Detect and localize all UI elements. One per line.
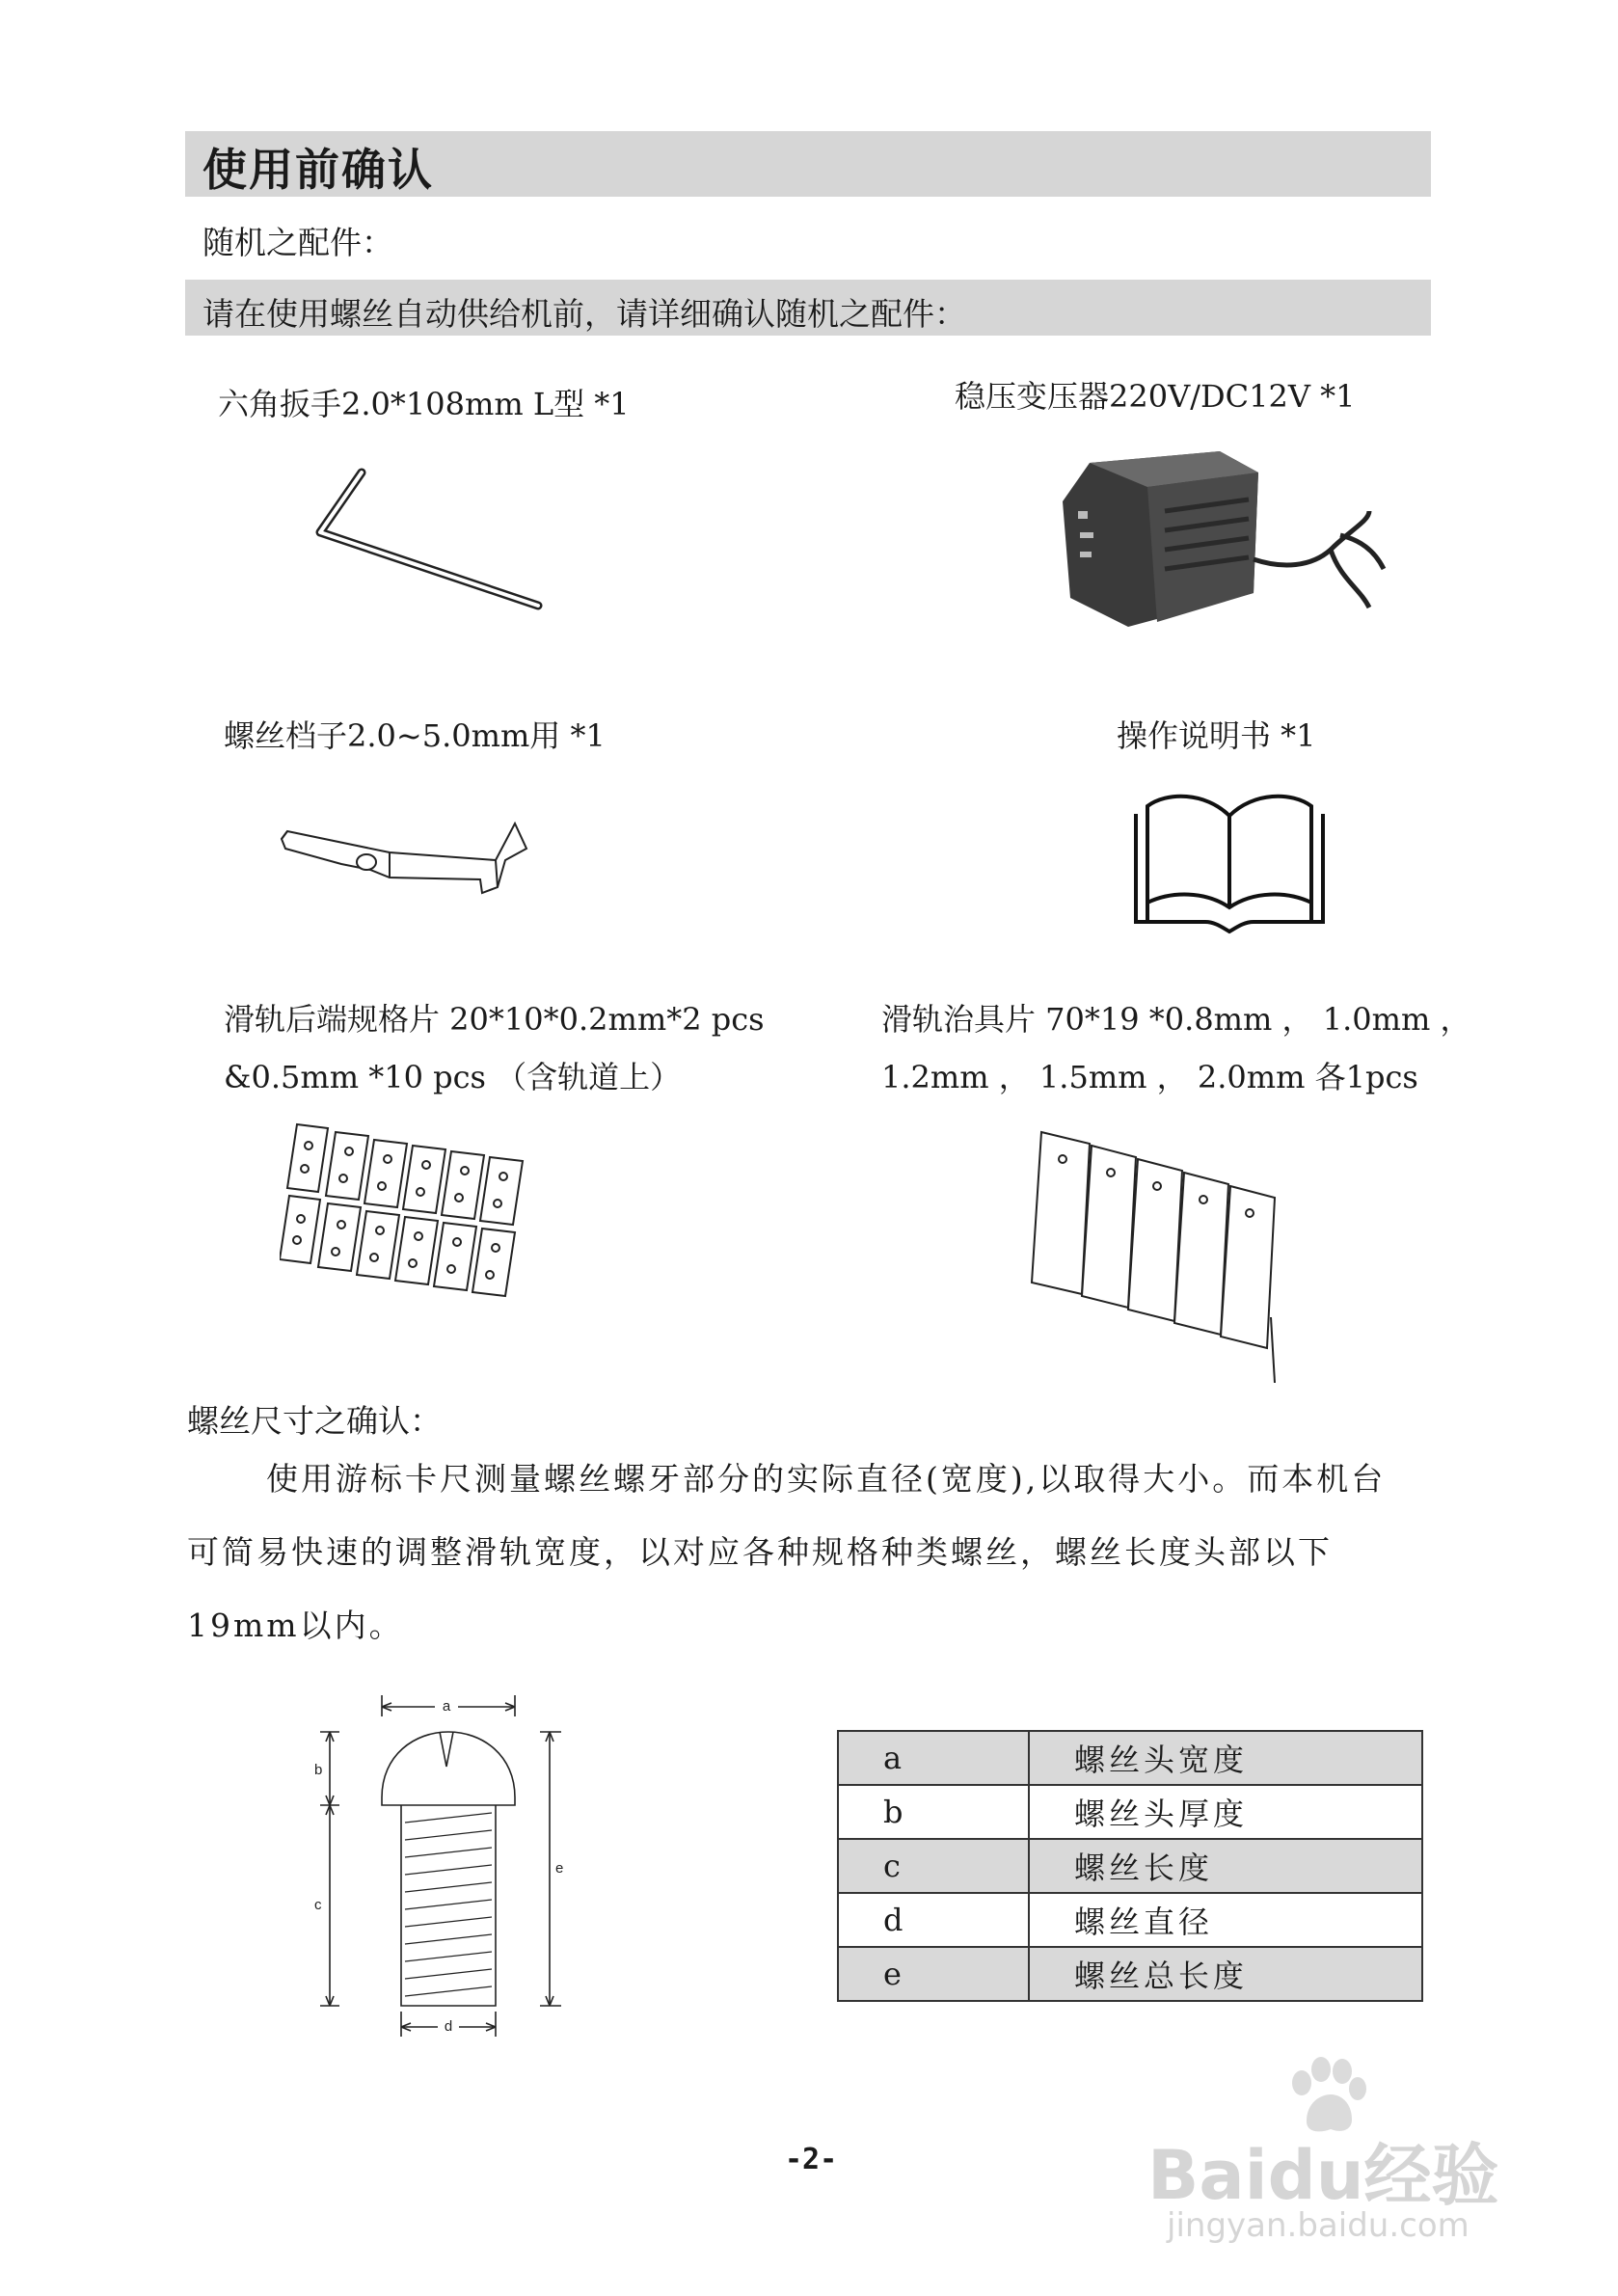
hex-wrench-image: [307, 453, 548, 617]
notice-text: 请在使用螺丝自动供给机前，请详细确认随机之配件：: [202, 295, 966, 333]
table-key: d: [838, 1893, 1029, 1947]
dim-label-b: b: [314, 1762, 323, 1778]
table-desc: 螺丝总长度: [1029, 1947, 1422, 2001]
dim-label-d: d: [444, 2018, 453, 2035]
dim-label-a: a: [442, 1698, 451, 1715]
screw-stopper-label: 螺丝档子2.0~5.0mm用 *1: [224, 717, 606, 754]
table-key: a: [838, 1731, 1029, 1785]
adapter-label: 稳压变压器220V/DC12V *1: [955, 378, 1356, 415]
watermark-url: jingyan.baidu.com: [1167, 2206, 1470, 2245]
table-desc: 螺丝头宽度: [1029, 1731, 1422, 1785]
manual-label: 操作说明书 *1: [1117, 717, 1316, 754]
table-key: b: [838, 1785, 1029, 1839]
screw-stopper-image: [274, 810, 534, 906]
shim-label-line2: &0.5mm *10 pcs （含轨道上）: [224, 1059, 682, 1095]
table-key: e: [838, 1947, 1029, 2001]
section-title: 使用前确认: [202, 144, 434, 196]
jig-label-line2: 1.2mm ， 1.5mm ， 2.0mm 各1pcs: [881, 1059, 1418, 1095]
jig-label-line1: 滑轨治具片 70*19 *0.8mm ， 1.0mm ，: [881, 1001, 1471, 1038]
table-row: [838, 1839, 1422, 1893]
shim-label-line1: 滑轨后端规格片 20*10*0.2mm*2 pcs: [224, 1001, 765, 1038]
table-key: c: [838, 1839, 1029, 1893]
screw-dimension-diagram: [309, 1678, 598, 2054]
jig-plates-image: [1022, 1128, 1331, 1389]
watermark-brand: Baidu经验: [1147, 2136, 1499, 2215]
dim-label-e: e: [555, 1860, 564, 1877]
dimension-table: [837, 1730, 1423, 2002]
hex-wrench-label: 六角扳手2.0*108mm L型 *1: [218, 386, 630, 422]
dim-label-c: c: [314, 1897, 322, 1913]
table-row: [838, 1947, 1422, 2001]
power-adapter-image: [1051, 444, 1398, 636]
page-number: -2-: [785, 2143, 838, 2176]
book-icon: [1128, 787, 1331, 941]
table-row: [838, 1893, 1422, 1947]
table-desc: 螺丝长度: [1029, 1839, 1422, 1893]
screw-size-paragraph-line3: 19mm以内。: [187, 1607, 404, 1644]
screw-size-heading: 螺丝尺寸之确认：: [187, 1402, 442, 1440]
table-row: [838, 1785, 1422, 1839]
screw-size-paragraph-line1: 使用游标卡尺测量螺丝螺牙部分的实际直径(宽度),以取得大小。而本机台: [266, 1460, 1387, 1498]
watermark: [1147, 2054, 1572, 2247]
table-row: [838, 1731, 1422, 1785]
accessories-label: 随机之配件：: [202, 224, 393, 261]
table-desc: 螺丝头厚度: [1029, 1785, 1422, 1839]
table-desc: 螺丝直径: [1029, 1893, 1422, 1947]
screw-size-paragraph-line2: 可简易快速的调整滑轨宽度，以对应各种规格种类螺丝，螺丝长度头部以下: [187, 1533, 1333, 1571]
shim-plates-image: [280, 1119, 579, 1311]
